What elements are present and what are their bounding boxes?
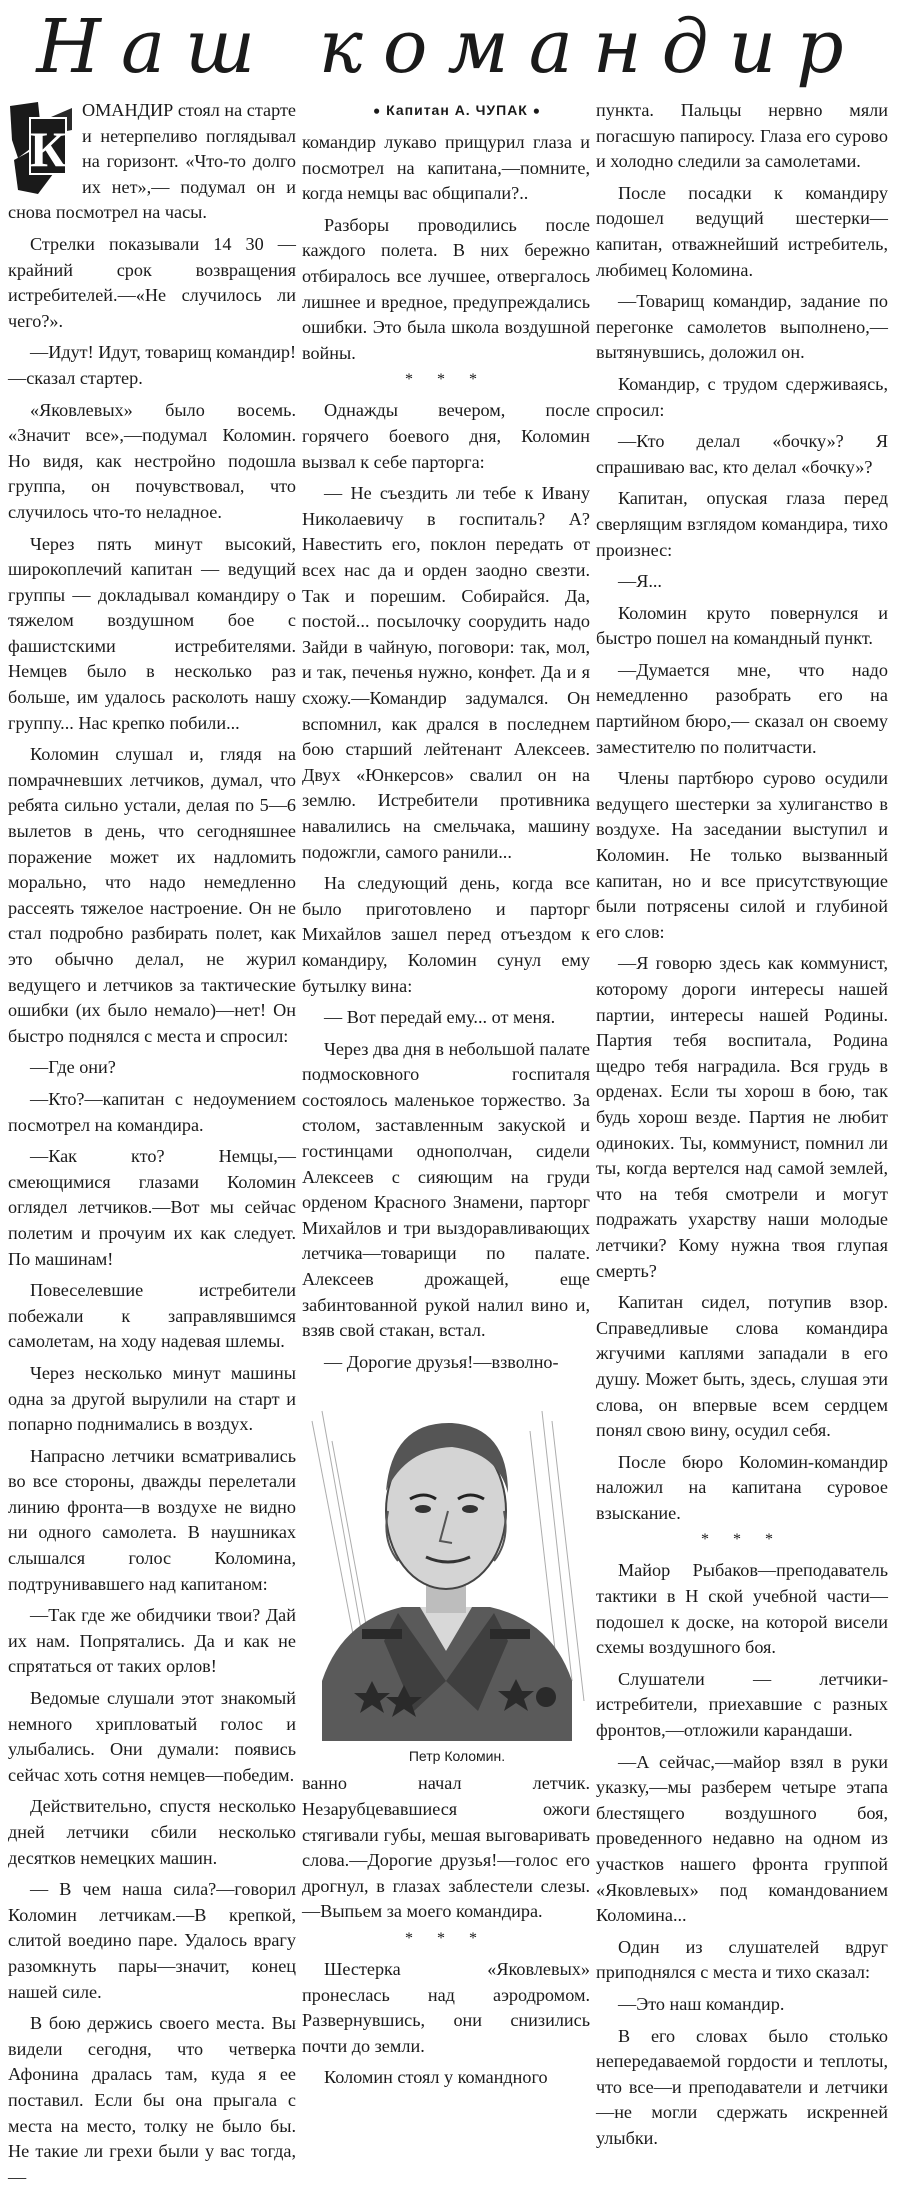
col3-paragraph: Капитан, опуская глаза перед сверлящим взглядом командира, тихо произнес: xyxy=(596,488,888,560)
col3-paragraph: Капитан сидел, потупив взор. Справедливые слова командира жгучими каплями западали в его душу. Может быть, здесь, слушая эти слова, он впервые всем сердцем понял свою вину, осудил себя. xyxy=(596,1292,888,1441)
article-title: Наш командир xyxy=(36,4,864,90)
col3-paragraph: —Я... xyxy=(618,571,662,592)
col2-paragraph: Однажды вечером, после горячего боевого дня, Коломин вызвал к себе парторга: xyxy=(302,400,590,472)
col1-paragraph: Через пять минут высокий, широкоплечий капитан — ведущий группы — докладывал командиру о тяжелом воздушном бое с фашистскими истребителями. Немцев было в несколько раз больше, им удалось расколоть нашу группу... Нас крепко побили... xyxy=(8,533,296,733)
byline-marker-icon: ● xyxy=(532,103,541,118)
col3-paragraph: Члены партбюро сурово осудили ведущего шестерки за хулиганство в воздухе. На заседании выступил и Коломин. Не только вызванный капитан, но и все присутствующие были потрясены силой и глубиной его слов: xyxy=(596,768,888,942)
col2-paragraph: командир лукаво прищурил глаза и посмотрел на капитана,—помните, когда немцы вас общипали?.. xyxy=(302,132,590,204)
col2-paragraph: Коломин стоял у командного xyxy=(324,2067,548,2088)
col1-paragraph: «Яковлевых» было восемь. «Значит все»,—подумал Коломин. Но видя, как нестройно подошла группа, он почувствовал, что случилось что-то неладное. xyxy=(8,399,296,522)
col2-paragraph: Шестерка «Яковлевых» пронеслась над аэродромом. Развернувшись, они снизились почти до земли. xyxy=(302,1958,590,2056)
col3-paragraph: После бюро Коломин-командир наложил на капитана суровое взыскание. xyxy=(596,1451,888,1523)
column-2 xyxy=(302,98,590,2088)
col3-paragraph: —Это наш командир. xyxy=(618,1993,785,2014)
col3-paragraph: пункта. Пальцы нервно мяли погасшую папиросу. Глаза его сурово и холодно следили за самолетами. xyxy=(596,100,888,172)
byline-text: Капитан А. ЧУПАК xyxy=(386,102,528,118)
col1-paragraph: —Как кто? Немцы,—смеющимися глазами Коломин оглядел летчиков.—Вот мы сейчас полетим и прочуим их как следует. По машинам! xyxy=(8,1146,296,1269)
col1-paragraph: Через несколько минут машины одна за другой вырулили на старт и попарно поднимались в воздух. xyxy=(8,1362,296,1435)
dropcap-plane-ornament-icon xyxy=(8,100,74,196)
col3-paragraph: Слушатели — летчики-истребители, приехавшие с разных фронтов,—отложили карандаши. xyxy=(596,1668,888,1741)
col1-paragraph: — В чем наша сила?—говорил Коломин летчикам.—В крепкой, слитой воедино паре. Удалось врагу разомкнуть пары—значит, конец нашей силе. xyxy=(8,1879,296,2002)
col1-paragraph: —Так где же обидчики твои? Дай их нам. Попрятались. Да и как не спрятаться от таких орлов! xyxy=(8,1605,296,1677)
portrait-drawing xyxy=(302,1381,590,1741)
section-separator: * * * xyxy=(405,1929,487,1947)
col2-paragraph: Через два дня в небольшой палате подмосковного госпиталя состоялось маленькое торжество. За столом, заставленным закуской и гостинцами однополчан, сидели Алексеев с сияющим на груди орденом Красного Знамени, парторг Михайлов и три выздоравливающих летчика—товарищи по палате. Алексеев дрожащей, еще забинтованной рукой налил вино и, взяв свой стакан, встал. xyxy=(302,1038,590,1341)
col2-paragraph: — Вот передай ему... от меня. xyxy=(324,1007,556,1028)
col2-paragraph: Разборы проводились после каждого полета. В них бережно отбиралось все лучшее, отвергалось лишнее и вредное, предупреждались ошибки. Это была школа воздушной войны. xyxy=(302,214,590,363)
byline xyxy=(302,98,590,124)
col3-paragraph: Один из слушателей вдруг приподнялся с места и тихо сказал: xyxy=(596,1936,888,1983)
column-1 xyxy=(8,98,296,2187)
col2-paragraph: На следующий день, когда все было приготовлено и парторг Михайлов зашел перед отъездом к командиру, Коломин сунул ему бутылку вина: xyxy=(302,873,590,996)
section-separator: * * * xyxy=(405,371,487,389)
col1-paragraph: —Где они? xyxy=(30,1057,116,1078)
col1-paragraph: Напрасно летчики всматривались во все стороны, дважды перелетали линию фронта—в воздухе не видно ни одного самолета. В наушниках слышался голос Коломина, подтрунивавшего над капитаном: xyxy=(8,1445,296,1594)
col1-paragraph: Действительно, спустя несколько дней летчики сбили несколько десятков немецких машин. xyxy=(8,1796,296,1868)
col1-paragraph: Стрелки показывали 14 30 — крайний срок возвращения истребителей.—«Не случилось ли чего?». xyxy=(8,233,296,331)
col1-paragraph: В бою держись своего места. Вы видели сегодня, что четверка Афонина дралась там, куда я ее поставил. Если бы она прыгала с места на место, толку не было бы. Не такие ли грехи были у вас тогда,— xyxy=(8,2013,296,2187)
col3-paragraph: Командир, с трудом сдерживаясь, спросил: xyxy=(596,373,888,420)
col3-paragraph: —Я говорю здесь как коммунист, которому дороги интересы нашей партии, интересы нашей Родины. Партия тебя воспитала, Родина щедро тебя наградила. Вся грудь в орденах. Если ты хорош в бою, так будь хорош везде. Партия не любит одиноких. Ты, коммунист, помнил ли ты, когда вертелся над самой землей, что на тебя смотрели и могут подражать ухарству наши молодые летчики? Кому нужна твоя глупая смерть? xyxy=(596,953,888,1281)
portrait-caption: Петр Коломин. xyxy=(408,1748,506,1765)
portrait-image xyxy=(302,1381,590,1741)
byline-marker-icon: ● xyxy=(373,103,382,118)
col3-paragraph: —Думается мне, что надо немедленно разобрать его на партийном бюро,— сказал он своему заместителю по политчасти. xyxy=(596,659,888,757)
col2-paragraph: — Не съездить ли тебе к Ивану Николаевичу в госпиталь? А? Навестить его, поклон передать от всех нас да и орден заодно свезти. Так и порешим. Собирайся. Да, постой... посылочку соорудить надо Зайди в чайную, поговори: так, мол, и так, печенья нужно, конфет. Да и я схожу.—Командир задумался. Он вспомнил, как дрался в последнем бою старший лейтенант Алексеев. Двух «Юнкерсов» свалил он на землю. Истребители противника навалились на смельчака, машину подожгли, самого ранили... xyxy=(302,483,590,862)
col1-paragraph: —Идут! Идут, товарищ командир!—сказал стартер. xyxy=(8,342,296,388)
dropcap-letter: К xyxy=(29,121,67,177)
col1-paragraph: Повеселевшие истребители побежали к заправлявшимся самолетам, на ходу надевая шлемы. xyxy=(8,1280,296,1352)
col2-paragraph: ванно начал летчик. Незарубцевавшиеся ожоги стягивали губы, мешая выговаривать слова.—Дорогие друзья!—голос его дрогнул, в глазах заблестели слезы.—Выпьем за моего командира. xyxy=(302,1773,590,1922)
dropcap xyxy=(8,100,74,196)
col3-paragraph: —Кто делал «бочку»? Я спрашиваю вас, кто делал «бочку»? xyxy=(596,431,888,477)
section-separator: * * * xyxy=(701,1531,783,1549)
column-3 xyxy=(596,98,888,2148)
col1-paragraph: —Кто?—капитан с недоумением посмотрел на командира. xyxy=(8,1088,296,1135)
col1-paragraph: Ведомые слушали этот знакомый немного хрипловатый голос и улыбались. Они думали: появись сейчас хоть сотня немцев—победим. xyxy=(8,1688,296,1785)
col3-paragraph: После посадки к командиру подошел ведущий шестерки—капитан, отважнейший истребитель, любимец Коломина. xyxy=(596,182,888,280)
col3-paragraph: В его словах было столько непередаваемой гордости и теплоты, что все—и преподаватели и летчики—не могли сдержать искренней улыбки. xyxy=(596,2025,888,2148)
col3-paragraph: Майор Рыбаков—преподаватель тактики в Н ской учебной части—подошел к доске, на которой висели схемы воздушного боя. xyxy=(596,1560,888,1658)
col1-paragraph: Коломин слушал и, глядя на помрачневших летчиков, думал, что ребята сильно устали, делая по 5—6 вылетов в день, что сегодняшнее поражение может их надломить морально, что надо немедленно рассеять тяжелое настроение. Он не стал подробно разбирать полет, как это обычно делал, не журил ведущего и летчиков за тактические ошибки (их было немало)—нет! Он быстро поднялся с места и спросил: xyxy=(8,744,296,1046)
col3-paragraph: —Товарищ командир, задание по перегонке самолетов выполнено,—вытянувшись, доложил он. xyxy=(596,291,888,363)
col1-paragraph: ОМАНДИР стоял на старте и нетерпеливо поглядывал на горизонт. «Что-то долго их нет»,— подумал он и снова посмотрел на часы. xyxy=(8,100,296,223)
col3-paragraph: Коломин круто повернулся и быстро пошел на командный пункт. xyxy=(596,602,888,649)
col3-paragraph: —А сейчас,—майор взял в руки указку,—мы разберем четыре этапа блестящего воздушного боя, проведенного недавно на одном из участков нашего фронта группой «Яковлевых» под командованием Коломина... xyxy=(596,1751,888,1926)
col2-paragraph: — Дорогие друзья!—взволно- xyxy=(324,1351,559,1372)
